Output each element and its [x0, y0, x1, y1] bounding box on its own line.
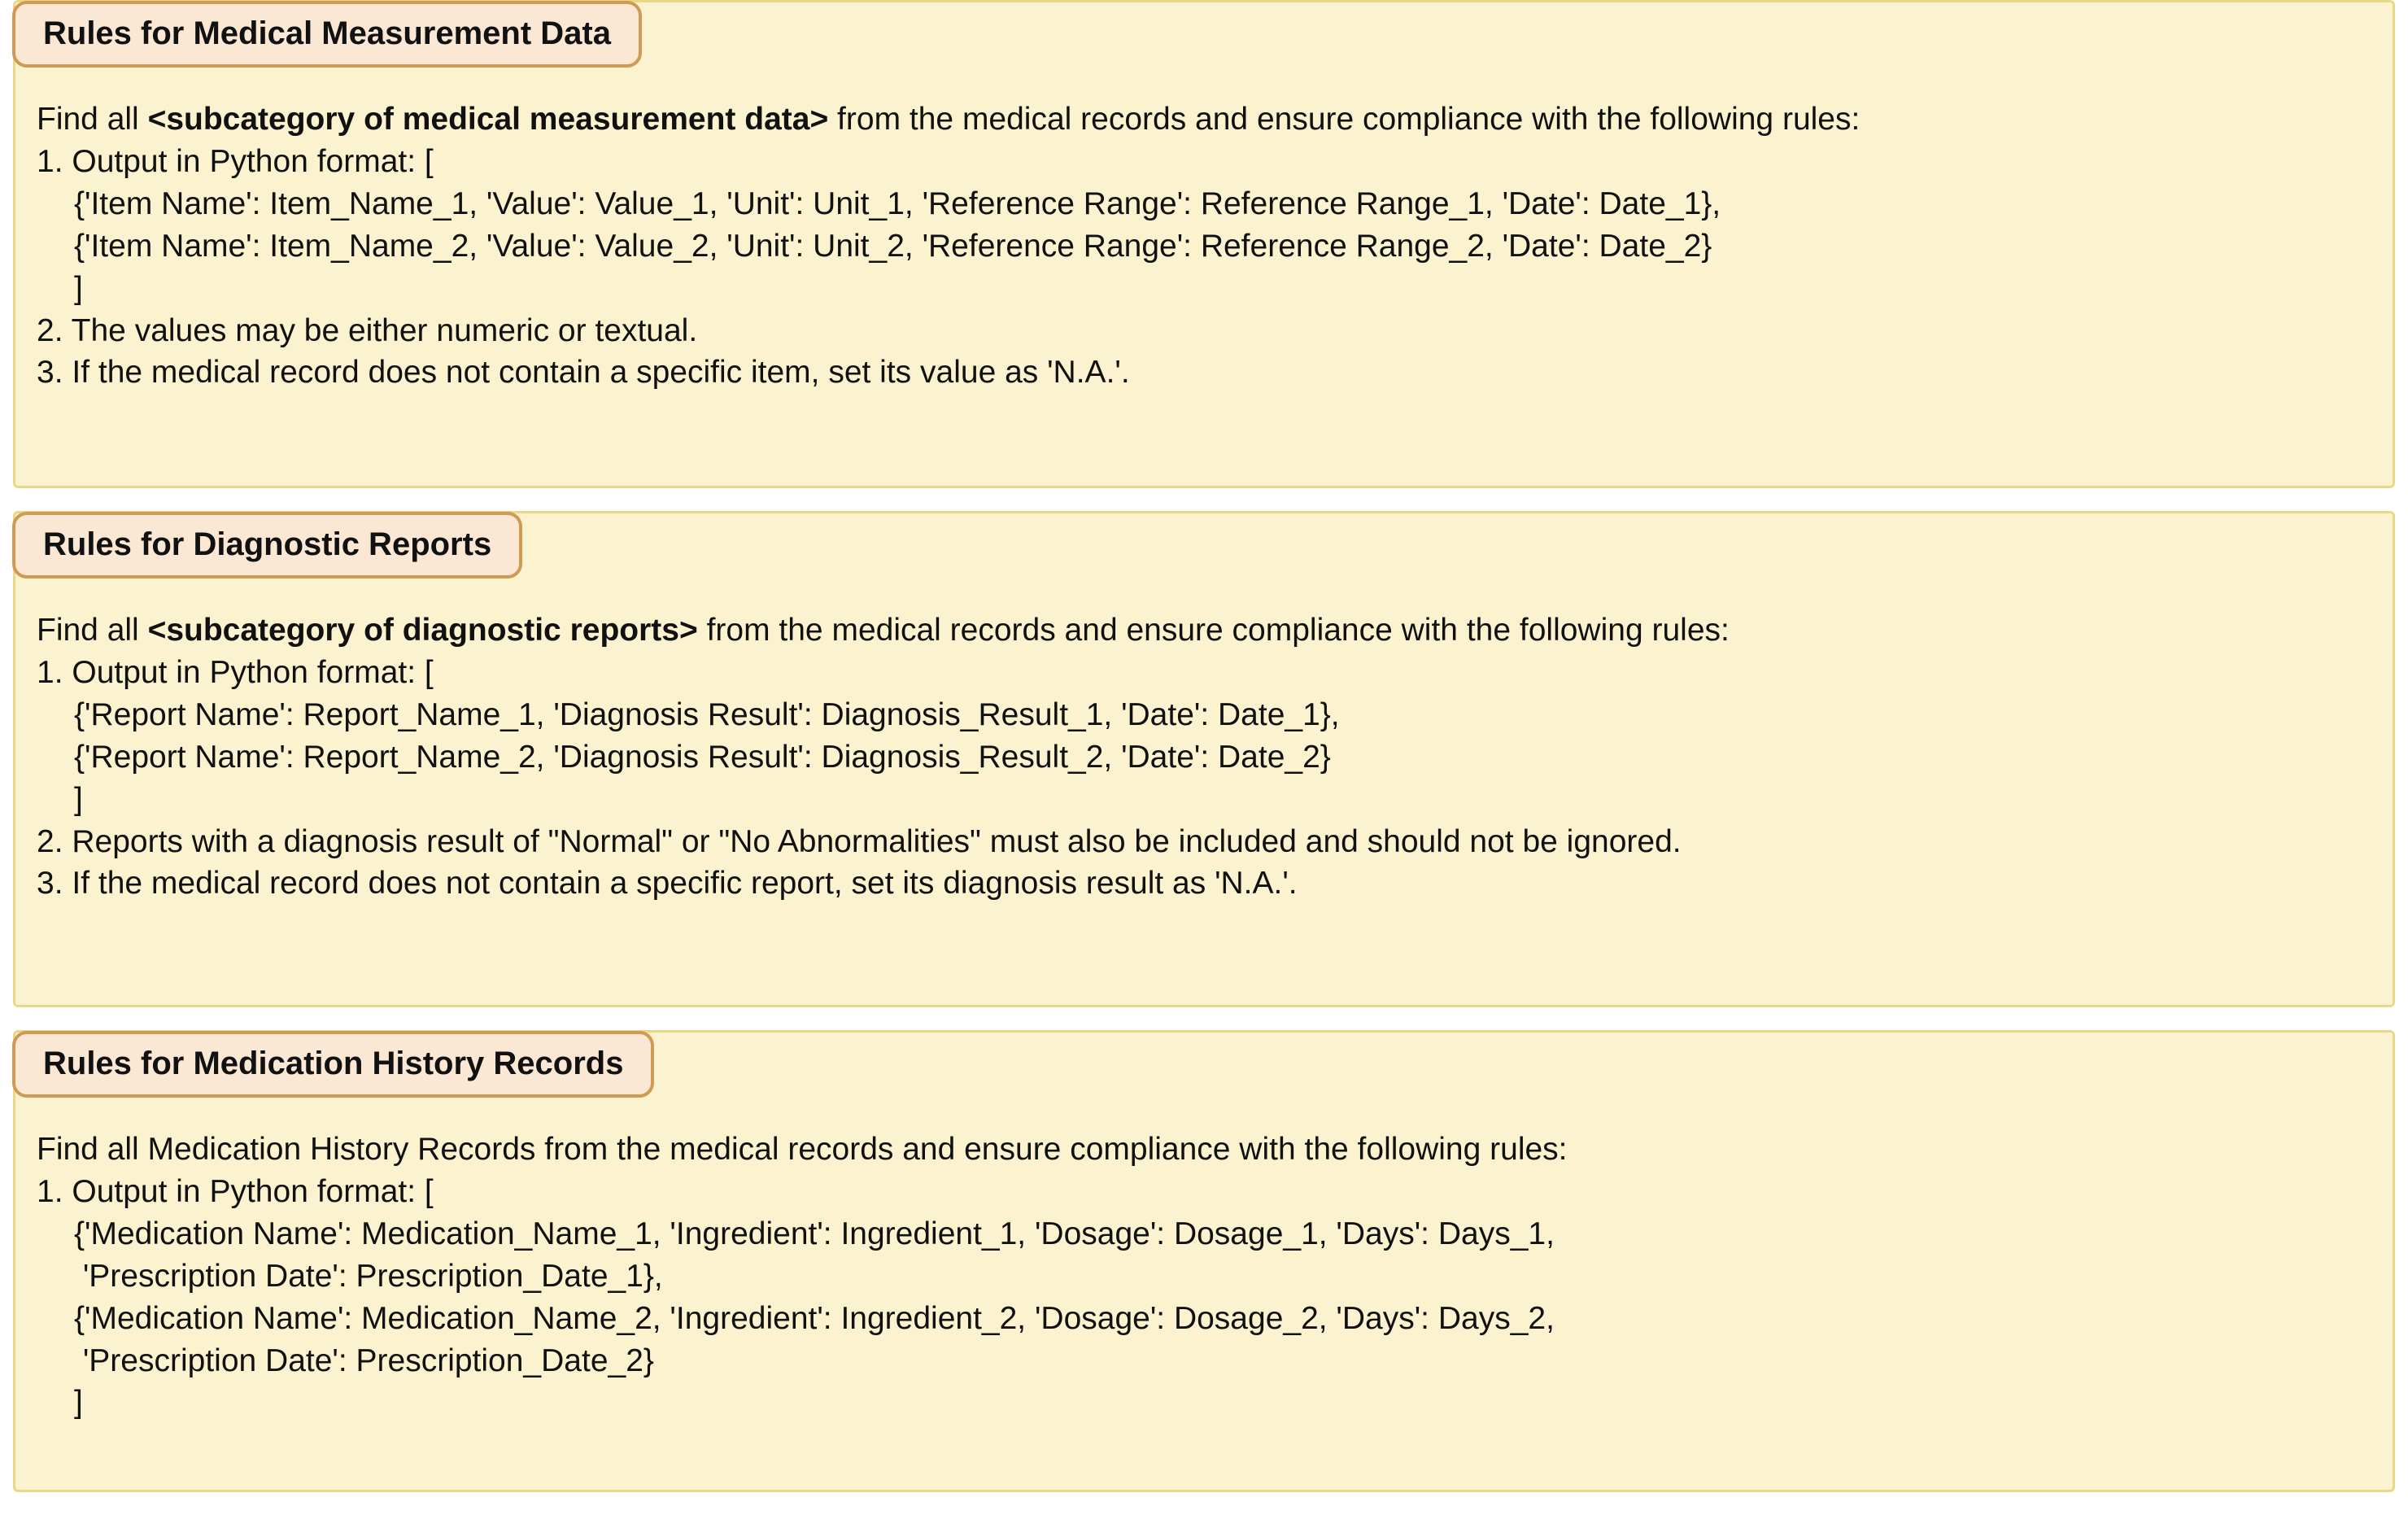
- panel-medical-measurement-data: [13, 0, 2395, 488]
- rule-line: 3. If the medical record does not contain a specific item, set its value as 'N.A.'.: [37, 355, 1130, 391]
- rule-line: {'Medication Name': Medication_Name_1, 'Ingredient': Ingredient_1, 'Dosage': Dosage_1, 'Days': Days_1,: [74, 1216, 1555, 1251]
- rule-line: 1. Output in Python format: [: [37, 143, 434, 179]
- rule-line: {'Report Name': Report_Name_2, 'Diagnosis Result': Diagnosis_Result_2, 'Date': Date_2}: [74, 739, 1331, 775]
- rule-line: ]: [74, 781, 83, 817]
- rule-line: 1. Output in Python format: [: [37, 654, 434, 690]
- rule-line: {'Item Name': Item_Name_1, 'Value': Value_1, 'Unit': Unit_1, 'Reference Range': Reference Range_1, 'Date': Date_1},: [74, 186, 1721, 221]
- intro-placeholder: <subcategory of medical measurement data>: [147, 102, 829, 137]
- panel-header-medical-measurement-data: Rules for Medical Measurement Data: [12, 1, 642, 68]
- intro-prefix: Find all: [37, 102, 148, 137]
- rule-line: 1. Output in Python format: [: [37, 1173, 434, 1209]
- rule-line: {'Medication Name': Medication_Name_2, 'Ingredient': Ingredient_2, 'Dosage': Dosage_2, 'Days': Days_2,: [74, 1300, 1555, 1336]
- rule-line: 2. Reports with a diagnosis result of "Normal" or "No Abnormalities" must also be included and should not be ignored.: [37, 823, 1682, 859]
- intro-line: [37, 98, 2371, 141]
- intro-suffix: from the medical records and ensure compliance with the following rules:: [828, 102, 1861, 137]
- panel-header-medication-history-records: Rules for Medication History Records: [12, 1031, 654, 1098]
- intro-placeholder: <subcategory of diagnostic reports>: [147, 613, 698, 648]
- panel-diagnostic-reports: [13, 511, 2395, 1007]
- rule-line: 'Prescription Date': Prescription_Date_1},: [74, 1258, 663, 1294]
- intro-prefix: Find all: [37, 613, 148, 648]
- rule-line: {'Report Name': Report_Name_1, 'Diagnosis Result': Diagnosis_Result_1, 'Date': Date_1},: [74, 696, 1340, 732]
- intro-line: Find all Medication History Records from the medical records and ensure compliance with the following rules:: [37, 1132, 1568, 1167]
- rule-line: 2. The values may be either numeric or textual.: [37, 312, 698, 348]
- rule-line: ]: [74, 270, 83, 306]
- rule-line: {'Item Name': Item_Name_2, 'Value': Value_2, 'Unit': Unit_2, 'Reference Range': Reference Range_2, 'Date': Date_2}: [74, 228, 1712, 264]
- intro-suffix: from the medical records and ensure compliance with the following rules:: [697, 613, 1730, 648]
- rule-line: 3. If the medical record does not contain a specific report, set its diagnosis result as 'N.A.'.: [37, 866, 1298, 902]
- panel-header-diagnostic-reports: Rules for Diagnostic Reports: [12, 512, 522, 578]
- rule-line: ]: [74, 1385, 83, 1421]
- rule-line: 'Prescription Date': Prescription_Date_2}: [74, 1343, 654, 1378]
- intro-line: [37, 609, 2371, 652]
- panel-medication-history-records: [13, 1030, 2395, 1492]
